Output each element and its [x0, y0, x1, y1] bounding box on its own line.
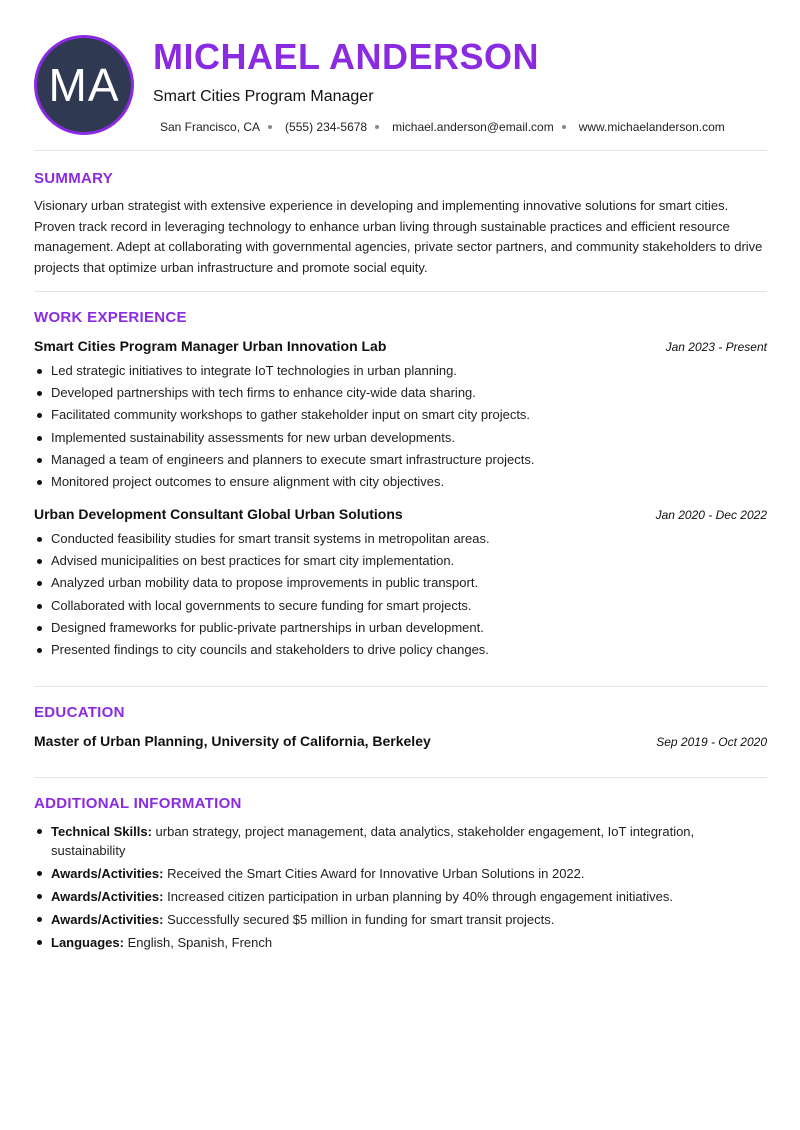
job-dates: Jan 2020 - Dec 2022: [655, 508, 767, 522]
info-label: Awards/Activities:: [51, 912, 164, 927]
bullet-item: Advised municipalities on best practices for smart city implementation.: [34, 550, 767, 572]
info-text: Increased citizen participation in urban planning by 40% through engagement initiatives.: [163, 889, 673, 904]
contact-website[interactable]: www.michaelanderson.com: [578, 120, 725, 134]
divider: [34, 686, 767, 687]
bullet-item: Conducted feasibility studies for smart transit systems in metropolitan areas.: [34, 528, 767, 550]
info-item: [34, 933, 767, 952]
bullet-item: Presented findings to city councils and stakeholders to drive policy changes.: [34, 639, 767, 661]
info-label: Awards/Activities:: [51, 866, 164, 881]
candidate-title: Smart Cities Program Manager: [153, 88, 374, 105]
info-item: [34, 910, 767, 929]
divider: [34, 291, 767, 292]
divider: [34, 777, 767, 778]
summary-text: Visionary urban strategist with extensive experience in developing and implementing innovative solutions for smart cities. Proven track record in leveraging technology to enhance urban living through sustainable practices and efficient resource management. Adept at collaborating with governmental agencies, private sector partners, and community stakeholders to drive projects that optimize urban infrastructure and promote social equity.: [34, 198, 763, 275]
info-label: Awards/Activities:: [51, 889, 164, 904]
info-text: Received the Smart Cities Award for Innovative Urban Solutions in 2022.: [163, 866, 585, 881]
bullet-item: Collaborated with local governments to secure funding for smart projects.: [34, 595, 767, 617]
bullet-item: Analyzed urban mobility data to propose improvements in public transport.: [34, 572, 767, 594]
contact-phone: (555) 234-5678: [285, 120, 368, 134]
job-bullets: [34, 528, 767, 661]
bullet-item: Facilitated community workshops to gather stakeholder input on smart city projects.: [34, 404, 767, 426]
candidate-name: MICHAEL ANDERSON: [153, 36, 540, 77]
info-item: [34, 864, 767, 883]
job-bullets: [34, 360, 767, 493]
additional-info-list: [34, 822, 767, 956]
info-text: Successfully secured $5 million in funding for smart transit projects.: [163, 912, 555, 927]
work-experience-heading: WORK EXPERIENCE: [34, 309, 187, 326]
bullet-item: Managed a team of engineers and planners to execute smart infrastructure projects.: [34, 449, 767, 471]
separator-dot: [562, 125, 566, 129]
avatar-initials: MA: [48, 59, 120, 111]
info-text: English, Spanish, French: [123, 935, 273, 950]
job-header: [34, 506, 767, 522]
divider: [34, 150, 767, 151]
info-item: [34, 887, 767, 906]
contact-line: [160, 120, 725, 134]
bullet-item: Monitored project outcomes to ensure alignment with city objectives.: [34, 471, 767, 493]
education-dates: Sep 2019 - Oct 2020: [656, 735, 767, 749]
info-label: Languages:: [51, 935, 124, 950]
info-label: Technical Skills:: [51, 824, 152, 839]
job-dates: Jan 2023 - Present: [665, 340, 767, 354]
job-header: [34, 338, 767, 354]
bullet-item: Developed partnerships with tech firms to enhance city-wide data sharing.: [34, 382, 767, 404]
info-item: [34, 822, 767, 860]
additional-info-heading: ADDITIONAL INFORMATION: [34, 795, 242, 812]
separator-dot: [268, 125, 272, 129]
job-role: Urban Development Consultant Global Urban Solutions: [34, 506, 403, 522]
info-text: urban strategy, project management, data analytics, stakeholder engagement, IoT integration, sustainability: [51, 824, 695, 858]
separator-dot: [375, 125, 379, 129]
avatar: [34, 35, 134, 135]
job-role: Smart Cities Program Manager Urban Innovation Lab: [34, 338, 387, 354]
bullet-item: Designed frameworks for public-private partnerships in urban development.: [34, 617, 767, 639]
contact-location: San Francisco, CA: [160, 120, 261, 134]
bullet-item: Led strategic initiatives to integrate IoT technologies in urban planning.: [34, 360, 767, 382]
contact-email[interactable]: michael.anderson@email.com: [392, 120, 554, 134]
education-degree: Master of Urban Planning, University of California, Berkeley: [34, 733, 431, 749]
bullet-item: Implemented sustainability assessments for new urban developments.: [34, 427, 767, 449]
education-entry: [34, 733, 767, 749]
summary-heading: SUMMARY: [34, 170, 114, 187]
education-heading: EDUCATION: [34, 704, 125, 721]
